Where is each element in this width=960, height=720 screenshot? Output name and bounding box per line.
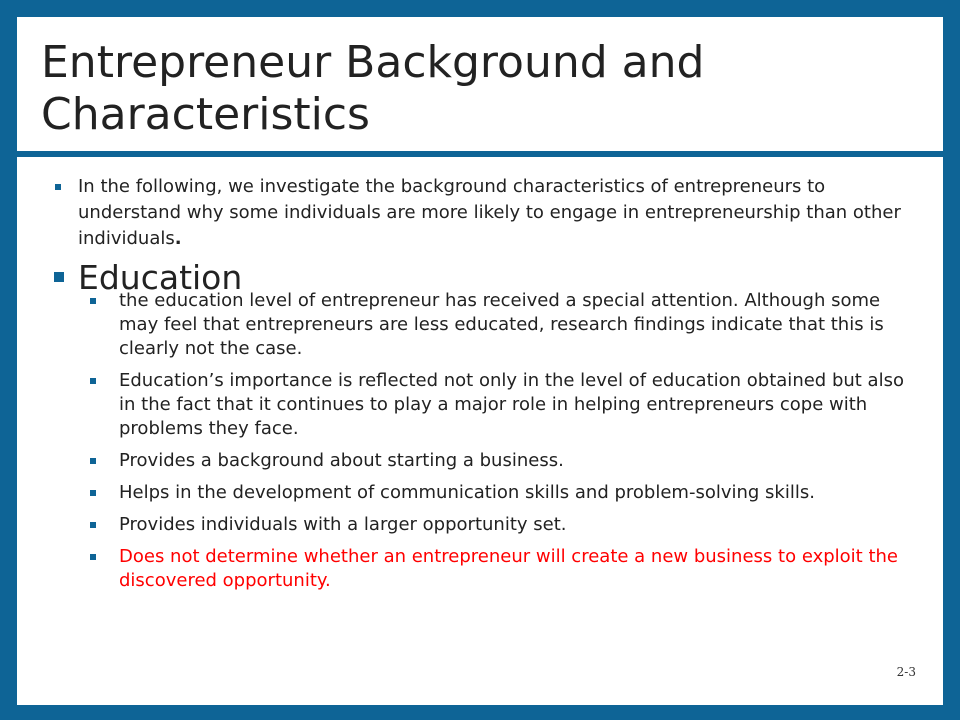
sub-bullet — [119, 481, 919, 505]
intro-text: In the following, we investigate the background characteristics of entrepreneurs to understand why some individuals are more likely to engage in entrepreneurship than other individuals — [78, 176, 901, 249]
square-bullet-icon — [90, 490, 96, 496]
sub-bullet — [119, 449, 919, 473]
page-number: 2-3 — [896, 665, 916, 679]
square-bullet-icon — [90, 522, 96, 528]
sub-bullet — [119, 289, 919, 361]
square-bullet-icon — [55, 184, 61, 190]
square-bullet-icon — [90, 378, 96, 384]
highlighted-sub-bullet — [119, 545, 919, 593]
intro-bullet — [78, 174, 904, 252]
sub-bullet — [119, 369, 919, 441]
sub-bullet — [119, 513, 919, 537]
sub-bullet-text: Provides individuals with a larger opportunity set. — [119, 514, 567, 535]
slide-title: Entrepreneur Background and Characteristics — [41, 37, 705, 140]
sub-bullet-text: Education’s importance is reflected not only in the level of education obtained but also in the fact that it continues to play a major role in helping entrepreneurs cope with problems they face. — [119, 370, 904, 439]
square-bullet-icon — [54, 272, 64, 282]
title-panel — [17, 17, 943, 151]
sub-bullet-text: the education level of entrepreneur has received a special attention. Although some may feel that entrepreneurs are less educated, research findings indicate that this is clearly not the case. — [119, 290, 884, 359]
square-bullet-icon — [90, 554, 96, 560]
content-panel — [17, 157, 943, 705]
square-bullet-icon — [90, 458, 96, 464]
bullet-list — [17, 157, 943, 593]
sub-bullet-text: Provides a background about starting a business. — [119, 450, 564, 471]
square-bullet-icon — [90, 298, 96, 304]
intro-period: . — [174, 228, 182, 249]
sub-bullet-text: Helps in the development of communication skills and problem-solving skills. — [119, 482, 815, 503]
sub-bullet-text: Does not determine whether an entrepreneur will create a new business to exploit the discovered opportunity. — [119, 546, 898, 591]
section-heading: Education — [78, 258, 243, 297]
